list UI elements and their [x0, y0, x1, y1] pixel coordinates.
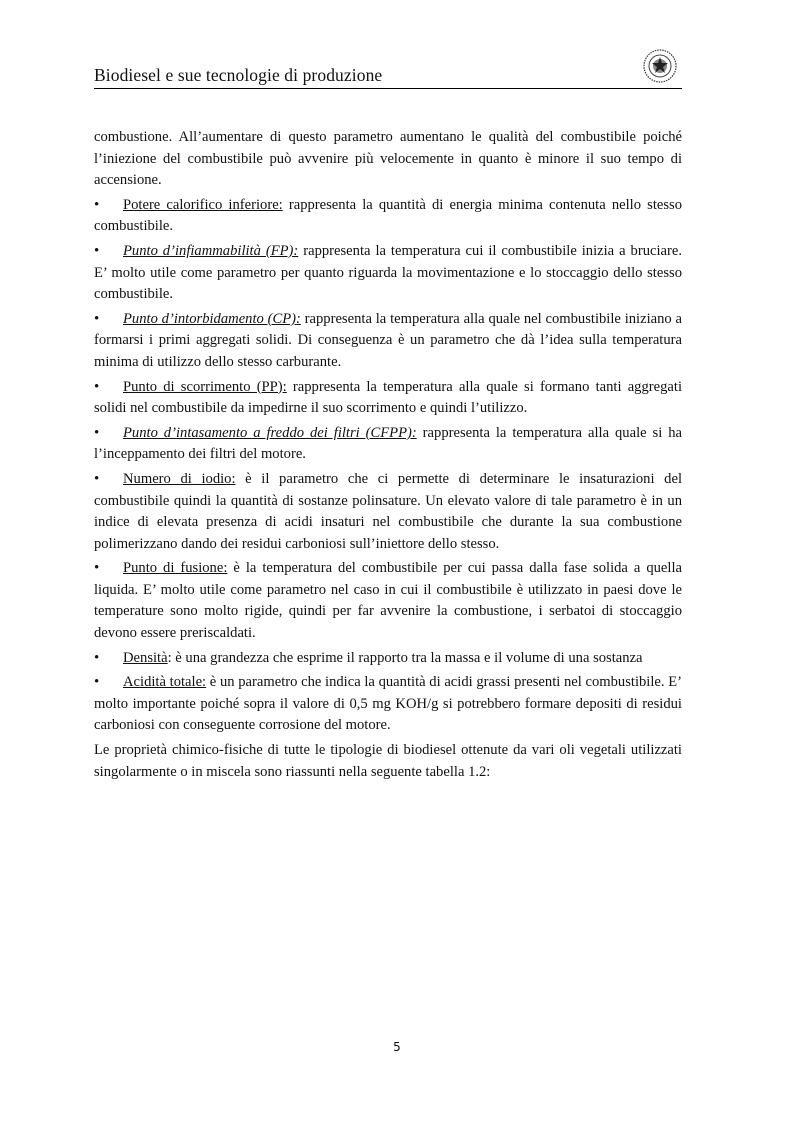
- bullet-item: [94, 309, 682, 374]
- bullet-term: Potere calorifico inferiore:: [123, 196, 283, 213]
- bullet-text: : è una grandezza che esprime il rapporto tra la massa e il volume di una sostanza: [167, 649, 643, 666]
- bullet-text: è il parametro che ci permette di determinare le insaturazioni del combustibile quindi la quantità di sostanze polinsature. Un elevato valore di tale parametro è in un indice di elevata presenza di acidi insaturi nel combustibile che durante la sua combustione polimerizzano dando dei residui carboniosi sull’iniettore dello stesso.: [94, 470, 682, 552]
- bullet-icon: [94, 423, 123, 445]
- bullet-icon: [94, 309, 123, 331]
- bullet-term: Acidità totale:: [123, 674, 207, 691]
- university-seal-icon: [642, 48, 678, 84]
- bullet-item: [94, 558, 682, 644]
- intro-paragraph: combustione. All’aumentare di questo parametro aumentano le qualità del combustibile poiché l’iniezione del combustibile può avvenire più velocemente in quanto è minore il suo tempo di accensione.: [94, 129, 682, 189]
- bullet-text: è un parametro che indica la quantità di acidi grassi presenti nel combustibile. E’ molto importante poiché sopra il valore di 0,5 mg KOH/g si potrebbero formare depositi di residui carboniosi con conseguente corrosione del motore.: [94, 674, 683, 734]
- bullet-item: [94, 469, 682, 555]
- bullet-item: [94, 648, 682, 670]
- bullet-icon: [94, 377, 123, 399]
- bullet-item: [94, 672, 682, 737]
- bullet-icon: [94, 672, 123, 694]
- bullet-term: Numero di iodio:: [123, 470, 236, 487]
- bullet-term: Punto di scorrimento (PP):: [123, 378, 287, 395]
- bullet-text: è la temperatura del combustibile per cui passa dalla fase solida a quella liquida. E’ molto utile come parametro nel caso in cui il combustibile è utilizzato in paesi dove le temperature sono molto rigide, quindi per far avvenire la combustione, i serbatoi di stoccaggio devono essere preriscaldati.: [94, 560, 682, 642]
- bullet-text: rappresenta la temperatura alla quale nel combustibile iniziano a formarsi i primi aggregati solidi. Di conseguenza è un parametro che dà l’idea sulla temperatura minima di utilizzo dello stesso carburante.: [94, 310, 682, 370]
- bullet-item: [94, 241, 682, 306]
- bullet-term: Punto d’intasamento a freddo dei filtri (CFPP):: [123, 424, 417, 441]
- bullet-text: rappresenta la temperatura cui il combustibile inizia a bruciare. E’ molto utile come parametro per quanto riguarda la movimentazione e lo stoccaggio dello stesso combustibile.: [94, 242, 682, 303]
- bullet-icon: [94, 558, 123, 580]
- bullet-text: rappresenta la quantità di energia minima contenuta nello stesso combustibile.: [94, 196, 683, 235]
- bullet-icon: [94, 469, 123, 491]
- header-title: Biodiesel e sue tecnologie di produzione: [94, 65, 383, 85]
- bullet-icon: [94, 241, 123, 263]
- bullet-icon: [94, 648, 123, 670]
- bullet-item: [94, 377, 682, 420]
- bullet-term: Punto di fusione:: [123, 560, 228, 577]
- page-number: 5: [393, 1040, 401, 1054]
- bullet-term: Punto d’infiammabilità (FP):: [123, 242, 299, 259]
- bullet-icon: [94, 195, 123, 217]
- closing-paragraph: Le proprietà chimico-fisiche di tutte le tipologie di biodiesel ottenute da vari oli vegetali utilizzati singolarmente o in miscela sono riassunti nella seguente tabella 1.2:: [94, 742, 682, 780]
- page-header: [94, 64, 682, 89]
- bullet-text: rappresenta la temperatura alla quale si formano tanti aggregati solidi nel combustibile da impedirne il suo scorrimento e quindi l’utilizzo.: [94, 378, 682, 417]
- body-text: [94, 127, 682, 783]
- bullet-term: Densità: [123, 649, 168, 666]
- bullet-term: Punto d’intorbidamento (CP):: [123, 310, 301, 327]
- bullet-text: rappresenta la temperatura alla quale si ha l’inceppamento dei filtri del motore.: [94, 424, 682, 463]
- bullet-item: [94, 423, 682, 466]
- bullet-item: [94, 195, 682, 238]
